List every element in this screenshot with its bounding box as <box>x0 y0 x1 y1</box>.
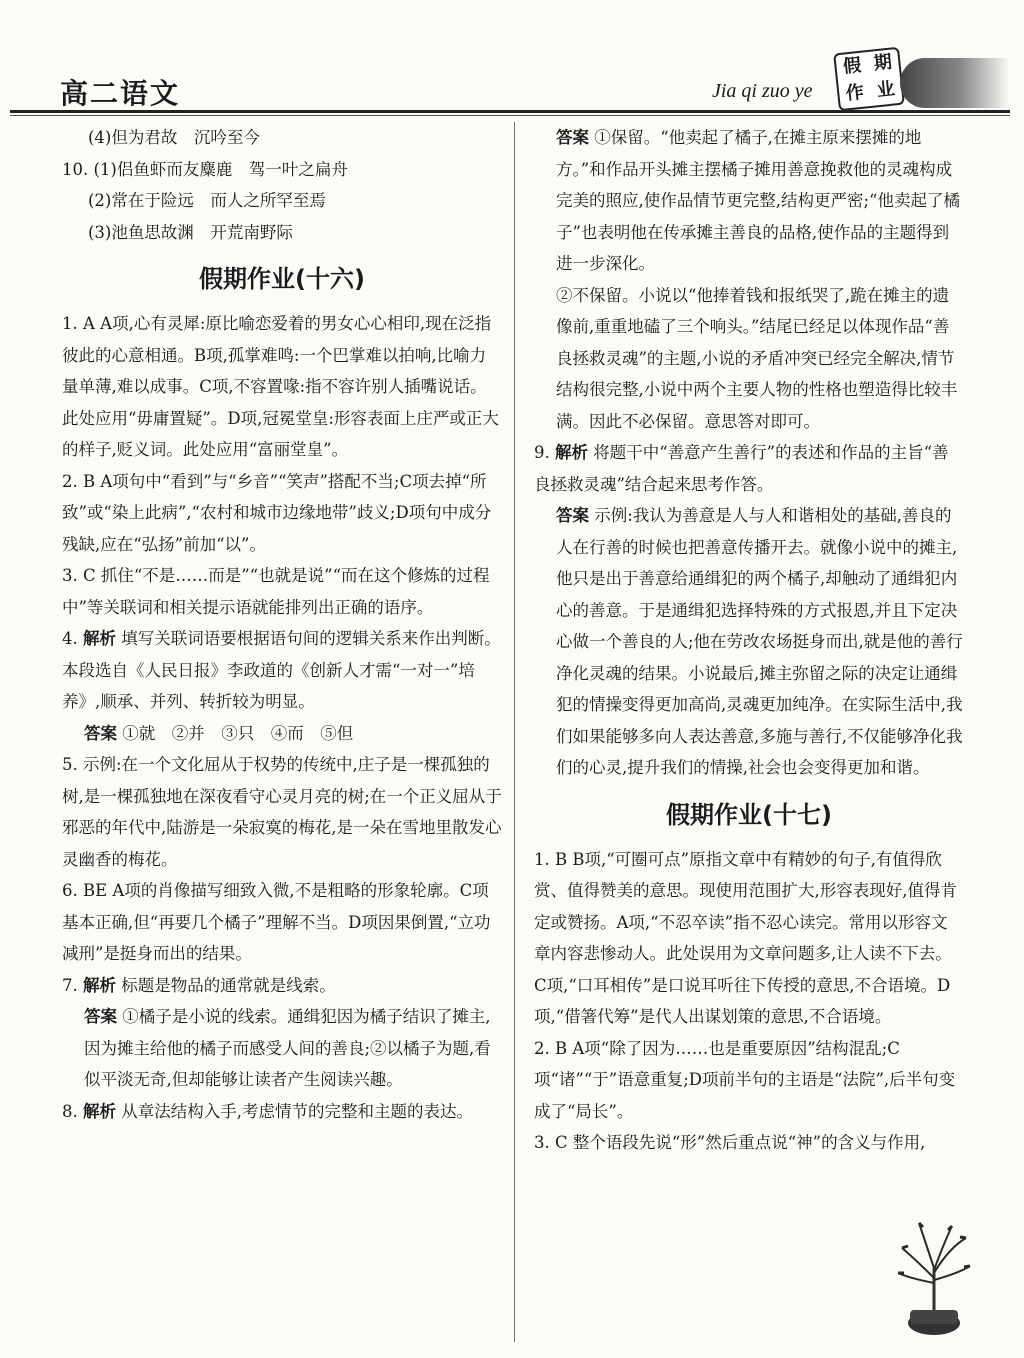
answer-item <box>62 970 502 1002</box>
answer-label: 答案 <box>556 128 589 147</box>
answer-item <box>534 500 964 784</box>
item-text: 抓住“不是……而是”“也就是说”“而在这个修炼的过程中”等关联词和相关提示语就能排列出正确的语序。 <box>62 566 490 617</box>
right-column <box>534 122 964 1159</box>
answer-item <box>62 1096 502 1128</box>
answer-label: 答案 <box>84 723 117 743</box>
answer-item <box>62 623 502 718</box>
item-number: 5. <box>62 755 78 774</box>
answer-item: ②不保留。小说以“他捧着钱和报纸哭了,跪在摊主的遗像前,重重地磕了三个响头。”结尾已经足以体现作品“善良拯救灵魂”的主题,小说的矛盾冲突已经完全解决,情节结构很完整,小说中两个主要人物的性格也塑造得比较丰满。因此不必保留。意思答对即可。 <box>556 285 958 431</box>
item-text: ①橘子是小说的线索。通缉犯因为橘子结识了摊主,因为摊主给他的橘子而感受人间的善良;②以橘子为题,看似平淡无奇,但却能够让读者产生阅读兴趣。 <box>84 1007 491 1089</box>
item-text: 标题是物品的通常就是线索。 <box>121 975 336 995</box>
analysis-label: 解析 <box>83 1101 116 1121</box>
item-number: 9. <box>534 443 550 462</box>
item-text: ①就 ②并 ③只 ④而 ⑤但 <box>122 723 354 743</box>
answer-item <box>534 122 964 280</box>
logo-char: 期 <box>872 51 893 75</box>
item-text: B项,“可圈可点”原指文章中有精妙的句子,有值得欣赏、值得赞美的意思。现使用范围扩大,形容表现好,值得肯定或赞扬。A项,“不忍卒读”指不忍心读完。常用以形容文章内容悲惨动人。此处误用为文章问题多,让人读不下去。C项,“口耳相传”是口说耳听往下传授的意思,不合语境。D项,“借箸代筹”是代人出谋划策的意思,不合语境。 <box>534 849 957 1026</box>
item-text: ①保留。“他卖起了橘子,在摊主原来摆摊的地方。”和作品开头摊主摆橘子摊用善意挽救他的灵魂构成完美的照应,使作品情节更完整,结构更严密;“他卖起了橘子”也表明他在传承摊主善良的品格,使作品的主题得到进一步深化。 <box>556 128 960 273</box>
analysis-label: 解析 <box>555 443 588 462</box>
answer-line: 10. (1)侣鱼虾而友麋鹿 驾一叶之扁舟 <box>62 159 348 179</box>
logo-char: 业 <box>875 78 896 102</box>
answer-line: (2)常在于险远 而人之所罕至焉 <box>88 191 326 210</box>
item-text: A项“除了因为……也是重要原因”结构混乱;C项“诸”“于”语意重复;D项前半句的主语是“法院”,后半句变成了“局长”。 <box>534 1038 956 1121</box>
answer-item <box>62 749 502 875</box>
answer-item <box>62 1001 502 1096</box>
page-header <box>0 0 1024 118</box>
header-rule-thin <box>10 115 1010 116</box>
item-text: 将题干中“善意产生善行”的表述和作品的主旨“善良拯救灵魂”结合起来思考作答。 <box>534 443 949 494</box>
left-column <box>62 122 502 1127</box>
column-divider <box>514 122 515 1342</box>
bonsai-plant-icon <box>894 1218 974 1338</box>
holiday-homework-logo <box>833 47 905 112</box>
answer-item <box>62 560 502 623</box>
item-number: 1. B <box>534 849 568 869</box>
answer-label: 答案 <box>556 506 589 525</box>
item-number: 3. C <box>62 566 96 585</box>
analysis-label: 解析 <box>83 629 116 648</box>
item-text: 整个语段先说“形”然后重点说“神”的含义与作用, <box>572 1133 926 1152</box>
answer-line: (4)但为君故 沉吟至今 <box>88 128 260 147</box>
answer-item <box>62 466 502 561</box>
answer-item <box>62 308 502 466</box>
answer-item <box>534 844 964 1033</box>
item-number: 1. A <box>62 314 95 333</box>
item-text: 填写关联词语要根据语句间的逻辑关系来作出判断。本段选自《人民日报》李政道的《创新人才需“一对一”培养》,顺承、并列、转折较为明显。 <box>62 629 501 711</box>
answer-item <box>534 1033 964 1128</box>
header-swoosh-decoration <box>900 58 1010 108</box>
answer-item <box>534 437 964 500</box>
section-title-17: 假期作业(十七) <box>666 800 832 829</box>
item-number: 6. BE <box>62 881 108 900</box>
answer-item <box>62 718 502 750</box>
item-text: A项句中“看到”与“乡音”“笑声”搭配不当;C项去掉“所致”或“染上此病”,“农村和城市边缘地带”歧义;D项句中成分残缺,应在“弘扬”前加“以”。 <box>62 471 492 554</box>
item-text: A项的肖像描写细致入微,不是粗略的形象轮廓。C项基本正确,但“再要几个橘子”理解不当。D项因果倒置,“立功减刑”是挺身而出的结果。 <box>62 881 491 963</box>
header-rule <box>10 110 1010 113</box>
item-text: 从章法结构入手,考虑情节的完整和主题的表达。 <box>121 1101 473 1121</box>
item-number: 8. <box>62 1101 78 1121</box>
item-text: 示例:在一个文化屈从于权势的传统中,庄子是一棵孤独的树,是一棵孤独地在深夜看守心灵月亮的树;在一个正义屈从于邪恶的年代中,陆游是一朵寂寞的梅花,是一朵在雪地里散发心灵幽香的梅花。 <box>62 755 502 869</box>
logo-char: 作 <box>844 81 865 105</box>
answer-item <box>62 875 502 970</box>
item-text: 示例:我认为善意是人与人和谐相处的基础,善良的人在行善的时候也把善意传播开去。就像小说中的摊主,他只是出于善意给通缉犯的两个橘子,却触动了通缉犯内心的善意。于是通缉犯选择特殊的方式报恩,并且下定决心做一个善良的人;他在劳改农场挺身而出,就是他的善行净化灵魂的结果。小说最后,摊主弥留之际的决定让通缉犯的情操变得更加高尚,灵魂更加纯净。在实际生活中,我们如果能够多向人表达善意,多施与善行,不仅能够净化我们的心灵,提升我们的情操,社会也会变得更加和谐。 <box>556 506 963 777</box>
item-number: 2. B <box>534 1038 568 1058</box>
header-pinyin: Jia qi zuo ye <box>712 80 813 102</box>
answer-line: (3)池鱼思故渊 开荒南野际 <box>88 222 293 242</box>
page-title: 高二语文 <box>60 77 181 110</box>
analysis-label: 解析 <box>83 975 116 995</box>
section-title-16: 假期作业(十六) <box>199 265 365 293</box>
item-number: 7. <box>62 975 78 995</box>
item-number: 4. <box>62 629 78 648</box>
answer-label: 答案 <box>84 1007 117 1026</box>
answer-item <box>534 1127 964 1159</box>
item-number: 2. B <box>62 471 96 491</box>
item-text: A项,心有灵犀:原比喻恋爱着的男女心心相印,现在泛指彼此的心意相通。B项,孤掌难鸣:一个巴掌难以拍响,比喻力量单薄,难以成事。C项,不容置喙:指不容许别人插嘴说话。此处应用“毋庸置疑”。D项,冠冕堂皇:形容表面上庄严或正大的样子,贬义词。此处应用“富丽堂皇”。 <box>62 314 499 459</box>
logo-char: 假 <box>842 54 863 78</box>
item-number: 3. C <box>534 1133 568 1152</box>
